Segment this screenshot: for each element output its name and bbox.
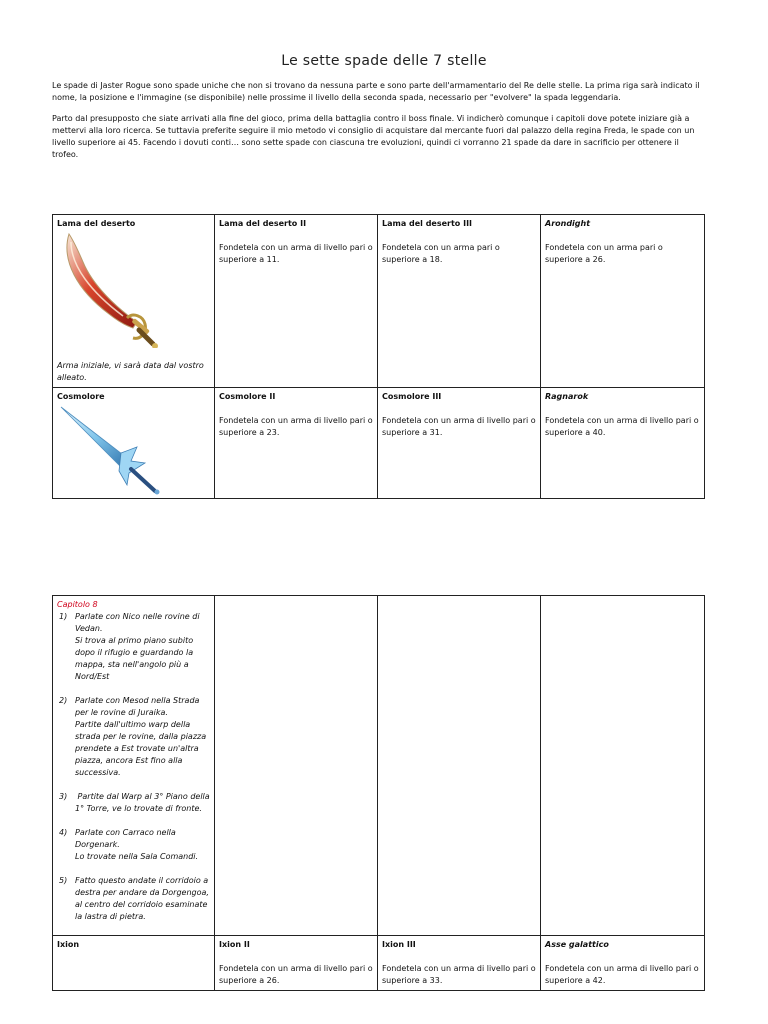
chapter-label: Capitolo 8 [57, 600, 98, 609]
table-cell [378, 215, 541, 388]
step-text: Parlate con Mesod nella Strada per le rovine di Juraika. [75, 696, 200, 717]
swords-table-2 [52, 595, 705, 991]
table-cell [53, 596, 215, 936]
table-row [53, 596, 705, 936]
table-cell [215, 388, 378, 499]
table-row [53, 215, 705, 388]
table-cell [53, 936, 215, 991]
table-row [53, 936, 705, 991]
sword-name: Asse galattico [545, 940, 609, 949]
sword-name: Lama del deserto III [382, 219, 473, 228]
table-cell [541, 215, 705, 388]
table-cell [53, 388, 215, 499]
sword-name: Cosmolore III [382, 392, 442, 401]
list-item [57, 611, 210, 683]
list-item [57, 791, 213, 815]
crystal-sword-icon [57, 403, 167, 495]
step-number: 3) [59, 792, 68, 801]
table-cell [215, 596, 378, 936]
sword-name: Ixion II [219, 940, 250, 949]
sword-requirement: Fondetela con un arma pari o superiore a 18. [382, 243, 500, 264]
table-cell [215, 936, 378, 991]
step-number: 1) [59, 612, 68, 621]
document-title: Le sette spade delle 7 stelle [281, 53, 487, 69]
table-cell [53, 215, 215, 388]
step-text: Parlate con Carraco nella Dorgenark. [75, 828, 176, 849]
sword-name: Cosmolore II [219, 392, 276, 401]
sword-requirement: Fondetela con un arma di livello pari o superiore a 26. [219, 964, 373, 985]
sword-name: Ragnarok [545, 392, 589, 401]
step-number: 4) [59, 828, 68, 837]
swords-table-1 [52, 214, 705, 499]
sword-requirement: Fondetela con un arma pari o superiore a 26. [545, 243, 663, 264]
step-text: Partite dal Warp al 3° Piano della 1° Torre, ve lo trovate di fronte. [75, 792, 213, 813]
steps-list [57, 611, 213, 923]
sword-name: Lama del deserto II [219, 219, 307, 228]
sword-requirement: Fondetela con un arma di livello pari o superiore a 42. [545, 964, 699, 985]
step-detail: Si trova al primo piano subito dopo il rifugio e guardando la mappa, sta nell'angolo più a Nord/Est [75, 636, 194, 681]
table-cell [378, 388, 541, 499]
step-detail: Lo trovate nella Sala Comandi. [75, 852, 199, 861]
step-text: Fatto questo andate il corridoio a destra per andare da Dorgengoa, al centro del corridoio esaminate la lastra di pietra. [75, 876, 209, 921]
list-item [57, 695, 210, 779]
table-cell [541, 936, 705, 991]
sword-name: Cosmolore [57, 392, 105, 401]
sword-name: Lama del deserto [57, 219, 136, 228]
desert-scimitar-icon [57, 230, 167, 348]
sword-requirement: Fondetela con un arma di livello pari o superiore a 33. [382, 964, 536, 985]
step-text: Parlate con Nico nelle rovine di Vedan. [75, 612, 200, 633]
sword-caption: Arma iniziale, vi sarà data dal vostro alleato. [57, 361, 204, 382]
intro-paragraph-1: Le spade di Jaster Rogue sono spade uniche che non si trovano da nessuna parte e sono parte dell'armamentario del Re delle stelle. La prima riga sarà indicato il nome, la posizione e l'immagine (se disponibile) nelle prossime il livello della seconda spada, necessario per "evolvere" la spada leggendaria. [52, 81, 700, 102]
sword-name: Arondight [545, 219, 591, 228]
table-cell [541, 388, 705, 499]
list-item [57, 875, 210, 923]
list-item [57, 827, 210, 863]
sword-name: Ixion [57, 940, 80, 949]
sword-requirement: Fondetela con un arma di livello pari o superiore a 11. [219, 243, 373, 264]
table-cell [378, 936, 541, 991]
sword-requirement: Fondetela con un arma di livello pari o superiore a 40. [545, 416, 699, 437]
table-cell [378, 596, 541, 936]
step-detail: Partite dall'ultimo warp della strada per le rovine, dalla piazza prendete a Est trovate un'altra piazza, ancora Est fino alla successiva. [75, 720, 207, 777]
sword-name: Ixion III [382, 940, 416, 949]
intro-paragraph-2: Parto dal presupposto che siate arrivati alla fine del gioco, prima della battaglia contro il boss finale. Vi indicherò comunque i capitoli dove potete iniziare già a mettervi alla loro ricerca. Se tuttavia preferite seguire il mio metodo vi consiglio di acquistare dal mercante fuori dal palazzo della regina Freda, le spade con un livello superiore ai 45. Facendo i dovuti conti… sono sette spade con ciascuna tre evoluzioni, quindi ci vorranno 21 spade da dare in sacrificio per ottenere il trofeo. [52, 114, 695, 159]
sword-requirement: Fondetela con un arma di livello pari o superiore a 31. [382, 416, 536, 437]
table-cell [215, 215, 378, 388]
step-number: 2) [59, 696, 68, 705]
sword-requirement: Fondetela con un arma di livello pari o superiore a 23. [219, 416, 373, 437]
step-number: 5) [59, 876, 68, 885]
table-row [53, 388, 705, 499]
table-cell [541, 596, 705, 936]
